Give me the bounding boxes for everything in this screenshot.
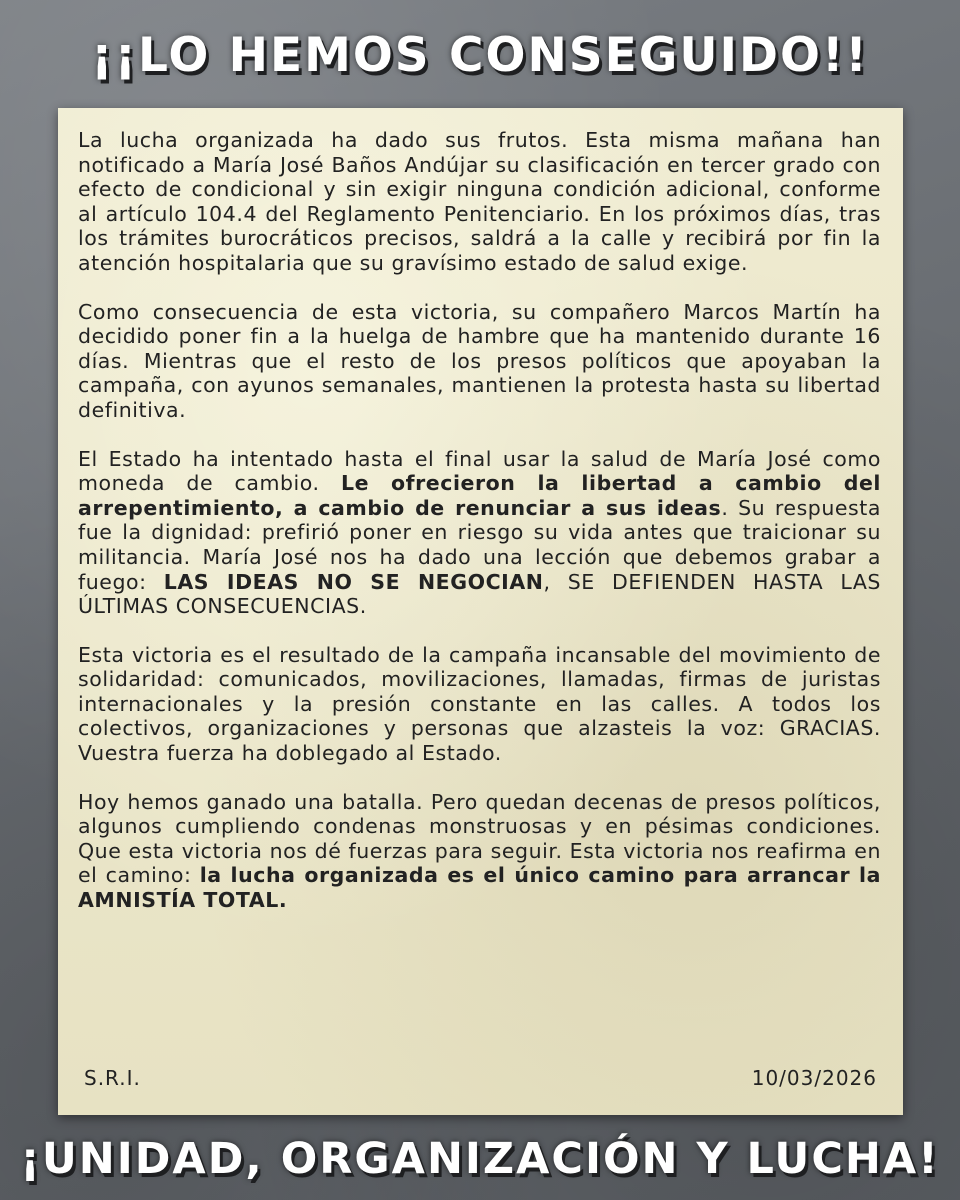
paragraph-5-text-a: Hoy hemos ganado una batalla. Pero quedan decenas de presos políticos, algunos cumpliendo condenas monstruosas y en pésimas condiciones. Que esta victoria nos dé fuerzas para seguir. Esta victoria nos reafirma en el camino:: [78, 789, 881, 888]
statement-date: 10/03/2026: [751, 1066, 877, 1090]
paragraph-5-bold-amnesty: la lucha organizada es el único camino para arrancar la AMNISTÍA TOTAL.: [78, 863, 881, 913]
paragraph-3: [78, 447, 881, 619]
paragraph-3-bold-offer: Le ofrecieron la libertad a cambio del arrepentimiento, a cambio de renunciar a sus ideas: [78, 471, 881, 520]
statement-paper: [58, 108, 903, 1115]
paragraph-2: Como consecuencia de esta victoria, su compañero Marcos Martín ha decidido poner fin a la huelga de hambre que ha mantenido durante 16 días. Mientras que el resto de los presos políticos que apoyaban la campaña, con ayunos semanales, mantienen la protesta hasta su libertad definitiva.: [78, 299, 881, 422]
paragraph-5: [78, 790, 881, 913]
slogan-title: ¡UNIDAD, ORGANIZACIÓN Y LUCHA!: [20, 1134, 940, 1184]
paragraph-3-bold-ideas: LAS IDEAS NO SE NEGOCIAN: [163, 569, 544, 594]
signature: S.R.I.: [84, 1066, 141, 1090]
paragraph-3-text-e: , SE DEFIENDEN HASTA LAS ÚLTIMAS CONSECUENCIAS.: [78, 569, 881, 619]
paragraph-3-text-c: . Su respuesta fue la dignidad: prefirió poner en riesgo su vida antes que traicionar su militancia. María José nos ha dado una lección que debemos grabar a fuego:: [78, 495, 881, 594]
headline-title: ¡¡LO HEMOS CONSEGUIDO!!: [91, 28, 869, 83]
paragraph-1: La lucha organizada ha dado sus frutos. Esta misma mañana han notificado a María José Baños Andújar su clasificación en tercer grado con efecto de condicional y sin exigir ninguna condición adicional, conforme al artículo 104.4 del Reglamento Penitenciario. En los próximos días, tras los trámites burocráticos precisos, saldrá a la calle y recibirá por fin la atención hospitalaria que su gravísimo estado de salud exige.: [78, 128, 881, 275]
paragraph-4: Esta victoria es el resultado de la campaña incansable del movimiento de solidaridad: comunicados, movilizaciones, llamadas, firmas de juristas internacionales y la presión constante en las calles. A todos los colectivos, organizaciones y personas que alzasteis la voz: GRACIAS. Vuestra fuerza ha doblegado al Estado.: [78, 642, 881, 766]
paragraph-3-text-a: El Estado ha intentado hasta el final usar la salud de María José como moneda de cambio.: [78, 446, 881, 496]
